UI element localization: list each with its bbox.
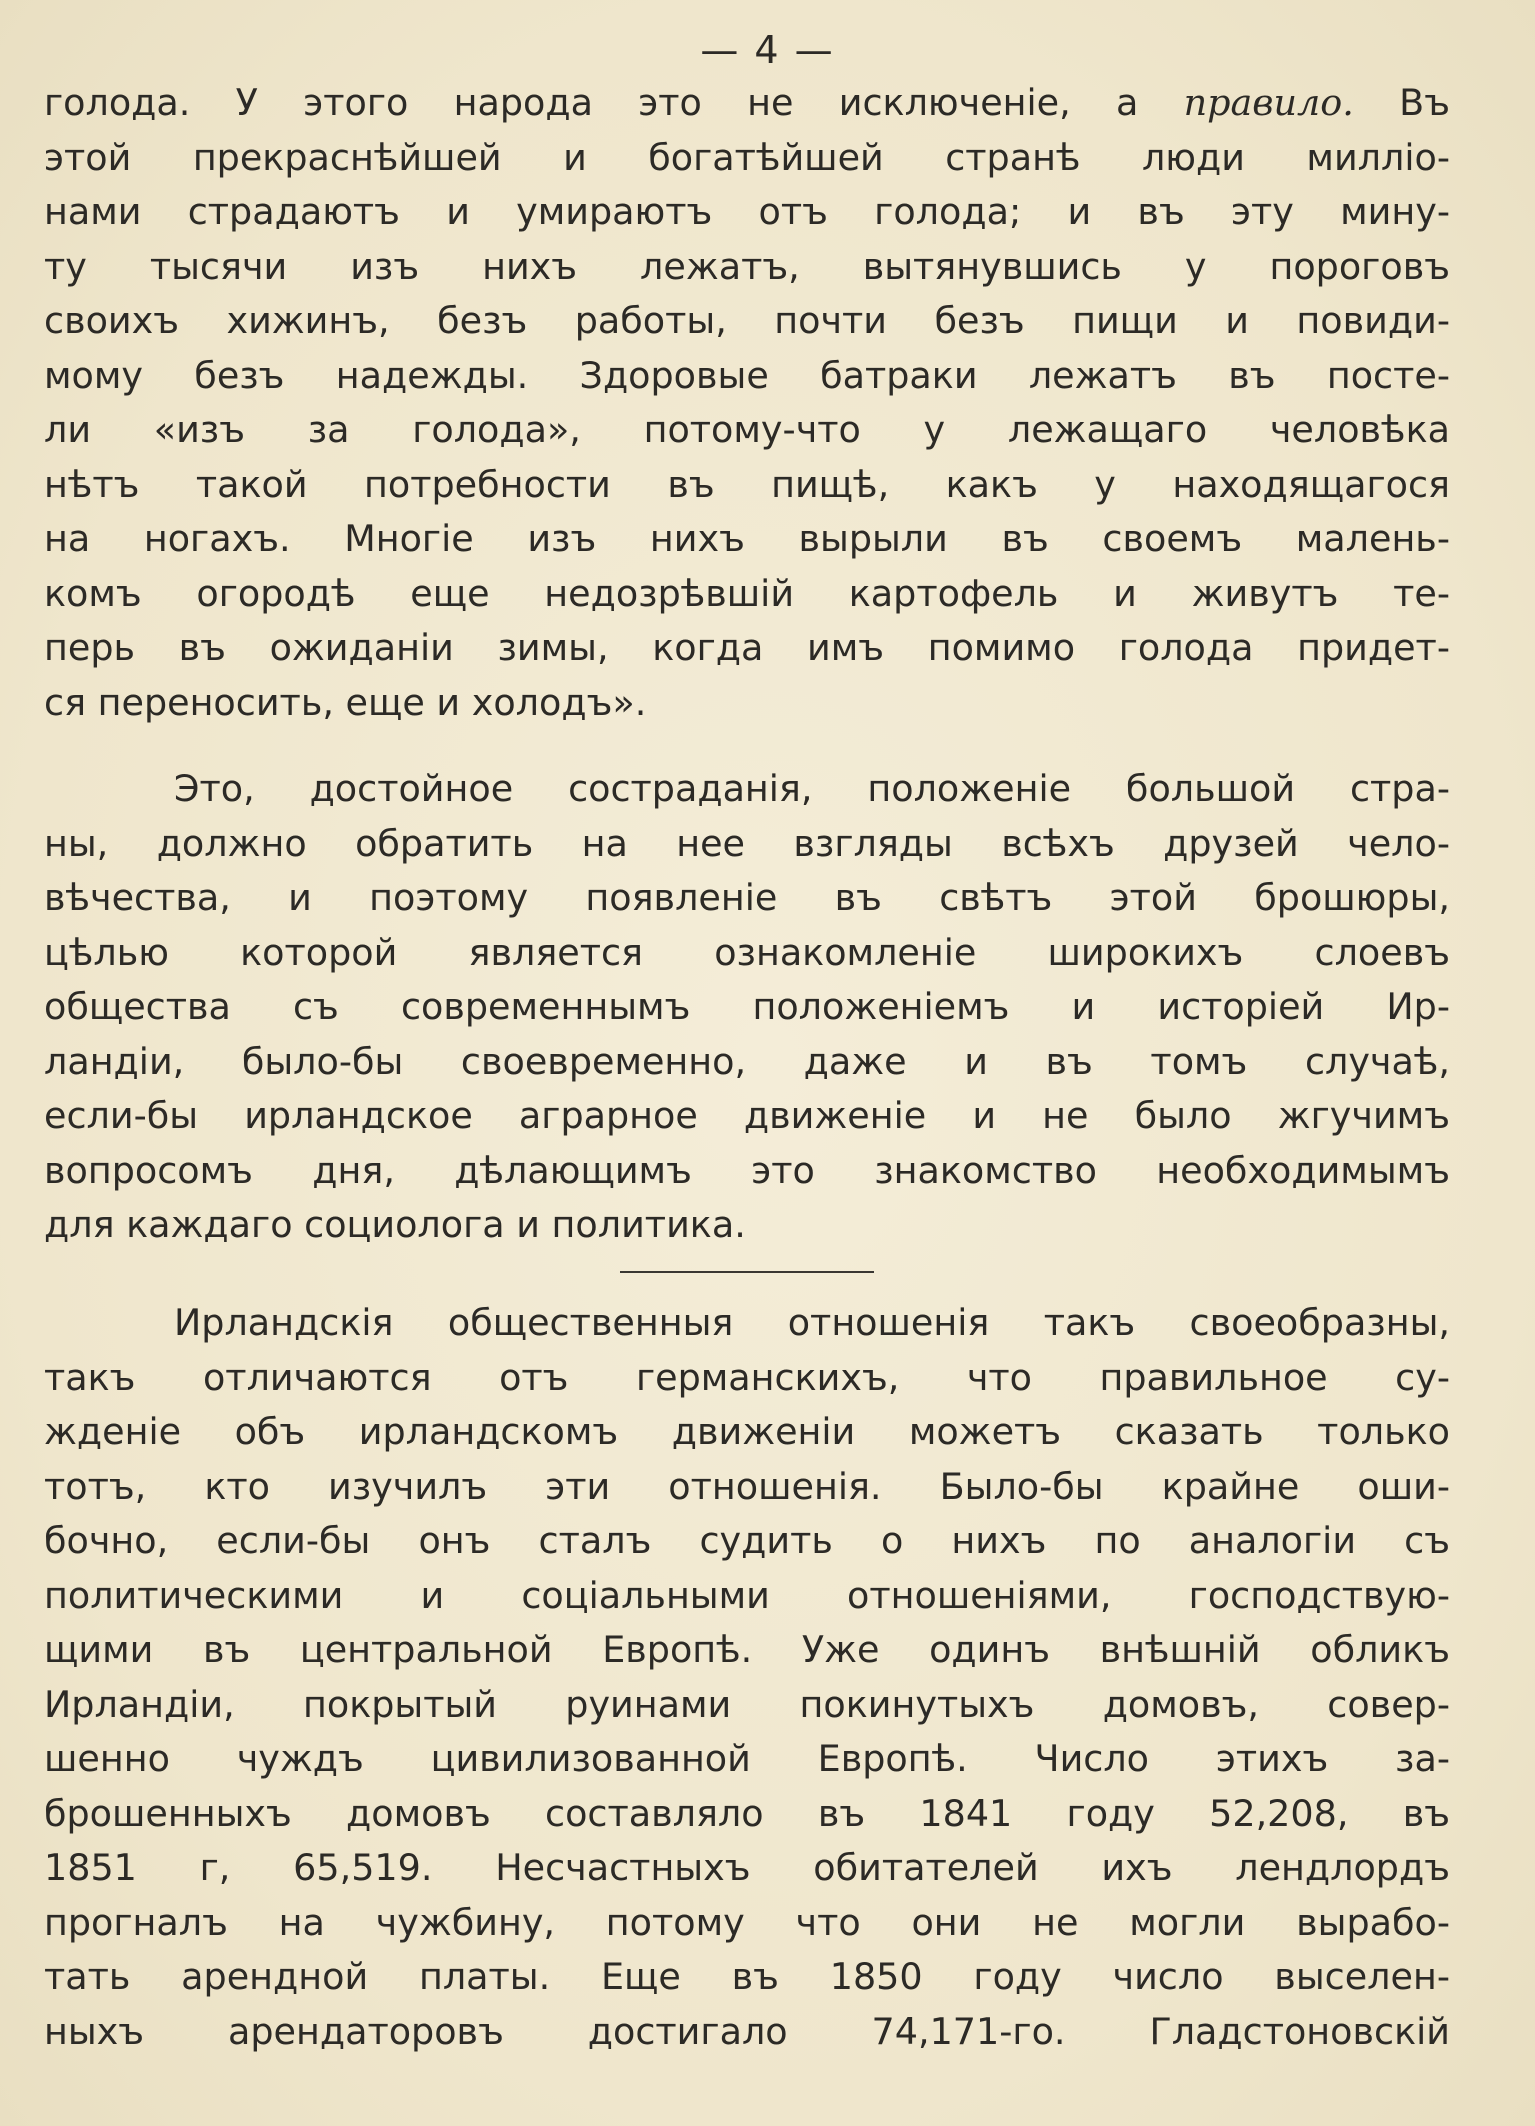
text-line: нами страдаютъ и умираютъ отъ голода; и въ эту мину- [44,190,1450,233]
text-line: вопросомъ дня, дѣлающимъ это знакомство необходимымъ [44,1148,1450,1192]
text-line: шенно чуждъ цивилизованной Европѣ. Число этихъ за- [44,1737,1450,1780]
text-line: цѣлью которой является ознакомленіе широкихъ слоевъ [44,930,1450,974]
text-line: политическими и соціальными отношеніями, господствую- [44,1573,1450,1617]
text-line: комъ огородѣ еще недозрѣвшій картофель и живутъ те- [44,571,1450,615]
text-line: прогналъ на чужбину, потому что они не могли вырабо- [44,1900,1450,1944]
section-divider [620,1271,874,1273]
text-line: ли «изъ за голода», потому-что у лежащаго человѣка [44,408,1450,451]
text-line: Это, достойное состраданія, положеніе большой стра- [174,767,1450,810]
text-line: общества съ современнымъ положеніемъ и исторіей Ир- [44,985,1450,1028]
text-line: своихъ хижинъ, безъ работы, почти безъ пищи и повиди- [44,299,1450,342]
text-line: такъ отличаются отъ германскихъ, что правильное су- [44,1355,1450,1399]
paragraph-2 [44,762,1450,1253]
paragraph-3 [44,1296,1450,2059]
text-line: брошенныхъ домовъ составляло въ 1841 году 52,208, въ [44,1791,1450,1835]
text-line: тотъ, кто изучилъ эти отношенія. Было-бы крайне оши- [44,1464,1450,1508]
text-line: жденіе объ ирландскомъ движеніи можетъ сказать только [44,1410,1450,1453]
emphasis-word: правило. [1183,81,1354,124]
text-line: мому безъ надежды. Здоровые батраки лежатъ въ посте- [44,353,1450,397]
text-line: ландіи, было-бы своевременно, даже и въ томъ случаѣ, [44,1039,1450,1083]
text-line: Ирландскія общественныя отношенія такъ своеобразны, [174,1301,1450,1344]
text-line: для каждаго социолога и политика. [44,1203,746,1246]
text-line: голода. У этого народа это не исключеніе, а правило. Въ [44,81,1450,124]
text-line: ныхъ арендаторовъ достигало 74,171-го. Гладстоновскій [44,2009,1450,2053]
text-line: Ирландіи, покрытый руинами покинутыхъ домовъ, совер- [44,1682,1450,1726]
text-line: нѣтъ такой потребности въ пищѣ, какъ у находящагося [44,462,1450,506]
text-line: на ногахъ. Многіе изъ нихъ вырыли въ своемъ малень- [44,517,1450,560]
text-line: этой прекраснѣйшей и богатѣйшей странѣ люди милліо- [44,135,1450,179]
text-line: вѣчества, и поэтому появленіе въ свѣтъ этой брошюры, [44,876,1450,919]
page-number: — 4 — [700,28,835,72]
text-line: бочно, если-бы онъ сталъ судить о нихъ по аналогіи съ [44,1519,1450,1562]
text-line: тать арендной платы. Еще въ 1850 году число выселен- [44,1955,1450,1998]
text-line: 1851 г, 65,519. Несчастныхъ обитателей ихъ лендлордъ [44,1846,1450,1889]
text-line: перь въ ожиданіи зимы, когда имъ помимо голода придет- [44,626,1450,669]
paragraph-1 [44,76,1450,730]
text-line: если-бы ирландское аграрное движеніе и не было жгучимъ [44,1094,1450,1137]
text-line: щими въ центральной Европѣ. Уже одинъ внѣшній обликъ [44,1628,1450,1671]
text-line: ны, должно обратить на нее взгляды всѣхъ друзей чело- [44,821,1450,865]
text-line: ся переносить, еще и холодъ». [44,680,647,724]
text-line: ту тысячи изъ нихъ лежатъ, вытянувшись у пороговъ [44,244,1450,288]
